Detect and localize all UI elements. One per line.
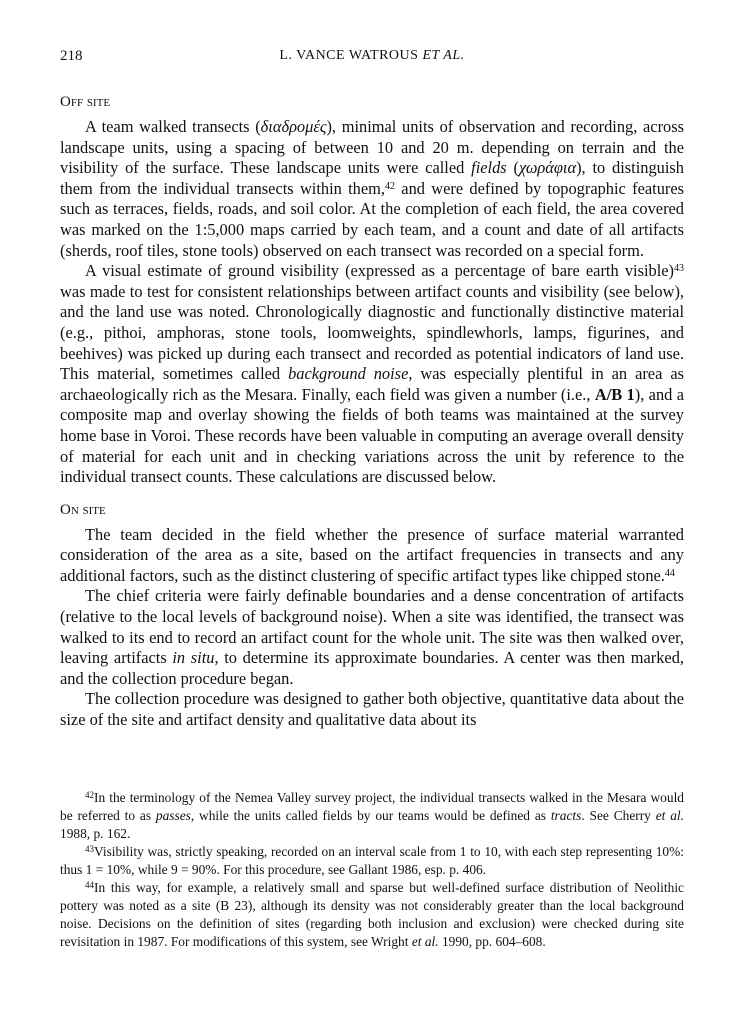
term-background-noise: background noise <box>288 364 409 384</box>
footnote-ref-42[interactable]: 42 <box>385 180 396 192</box>
running-head-etal: ET AL. <box>422 48 465 63</box>
footnote-44: $^{44}$In this way, for example, a relatively small and sparse but well-defined surface distribution of Neolithic pottery was noted as a site (B 23), although its density was not considerably greater than the local background noise. Decisions on the definition of sites (regarding both inclusion and exclusion) were checked during site revisitation in 1987. For modifications of this system, see Wright et al. 1990, pp. 604–608. <box>60 880 684 949</box>
paragraph-off-site-1: A team walked transects (διαδρομές), minimal units of observation and recording, across landscape units, using a spacing of between 10 and 20 m. depending on terrain and the visibility of the surface. These landscape units were called fields (χωράφια), to distinguish them from the individual transects within them,$^{42}$ and were defined by topographic features such as terraces, fields, roads, and soil color. At the completion of each field, the area covered was marked on the 1:5,000 maps carried by each team, and a count and date of all artifacts (sherds, roof tiles, stone tools) observed on each transect was recorded on a special form. <box>60 117 685 260</box>
footnote-42: $^{42}$In the terminology of the Nemea Valley survey project, the individual transects walked in the Mesara would be referred to as passes, while the units called fields by our teams would be defined as tracts. See Cherry et al. 1988, p. 162. <box>60 790 684 841</box>
footnote-ref-44[interactable]: 44 <box>664 567 675 579</box>
footnotes <box>60 789 684 951</box>
footnote-number-43: 43 <box>85 844 94 854</box>
section-heading-off-site: Off site <box>60 94 111 110</box>
running-head <box>60 48 684 64</box>
field-code: A/B 1 <box>594 384 635 404</box>
greek-term-fields: χωράφια <box>518 158 577 178</box>
paragraph-on-site-3: The collection procedure was designed to gather both objective, quantitative data about the size of the site and artifact density and qualitative data about its <box>60 689 684 730</box>
body-text <box>60 92 684 731</box>
page-number: 218 <box>60 48 83 64</box>
footnote-number-44: 44 <box>85 880 94 890</box>
running-head-authors: L. VANCE WATROUS <box>279 48 419 63</box>
section-gap <box>60 488 684 500</box>
term-in-situ: in situ <box>172 648 215 668</box>
term-fields: fields <box>471 158 507 178</box>
paragraph-on-site-1: The team decided in the field whether the presence of surface material warranted consideration of the area as a site, based on the artifact frequencies in transects and any additional factors, such as the distinct clustering of specific artifact types like chipped stone.$^{44}$ <box>60 524 684 585</box>
footnote-43: $^{43}$Visibility was, strictly speaking, recorded on an interval scale from 1 to 10, with each step representing 10%: thus 1 = 10%, while 9 = 90%. For this procedure, see Gallant 1986, esp. p. 406. <box>60 844 684 877</box>
paragraph-off-site-2: A visual estimate of ground visibility (expressed as a percentage of bare earth visible)$^{43}$ was made to test for consistent relationships between artifact counts and visibility (see below), and the land use was noted. Chronologically diagnostic and functionally distinctive material (e.g., pithoi, amphoras, stone tools, loomweights, spindlewhorls, lamps, figurines, and beehives) was picked up during each transect and recorded as potential indicators of land use. This material, sometimes called background noise, was especially plentiful in an area as archaeologically rich as the Mesara. Finally, each field was given a number (i.e., A/B 1), and a composite map and overlay showing the fields of both teams was maintained at the survey home base in Voroi. These records have been valuable in computing an average overall density of material for each unit and in checking variations across the unit by reference to the individual transect counts. These calculations are discussed below. <box>60 261 684 487</box>
section-heading-on-site: On site <box>60 501 106 518</box>
paragraph-on-site-2: The chief criteria were fairly definable boundaries and a dense concentration of artifacts (relative to the local levels of background noise). When a site was identified, the transect was walked to its end to record an artifact count for the whole unit. The site was then walked over, leaving artifacts in situ, to determine its approximate boundaries. A center was then marked, and the collection procedure began. <box>60 586 684 688</box>
footnote-number-42: 42 <box>85 790 94 800</box>
page-header <box>60 48 684 72</box>
greek-term-transects: διαδρομές <box>260 117 327 136</box>
footnote-ref-43[interactable]: 43 <box>674 263 684 275</box>
